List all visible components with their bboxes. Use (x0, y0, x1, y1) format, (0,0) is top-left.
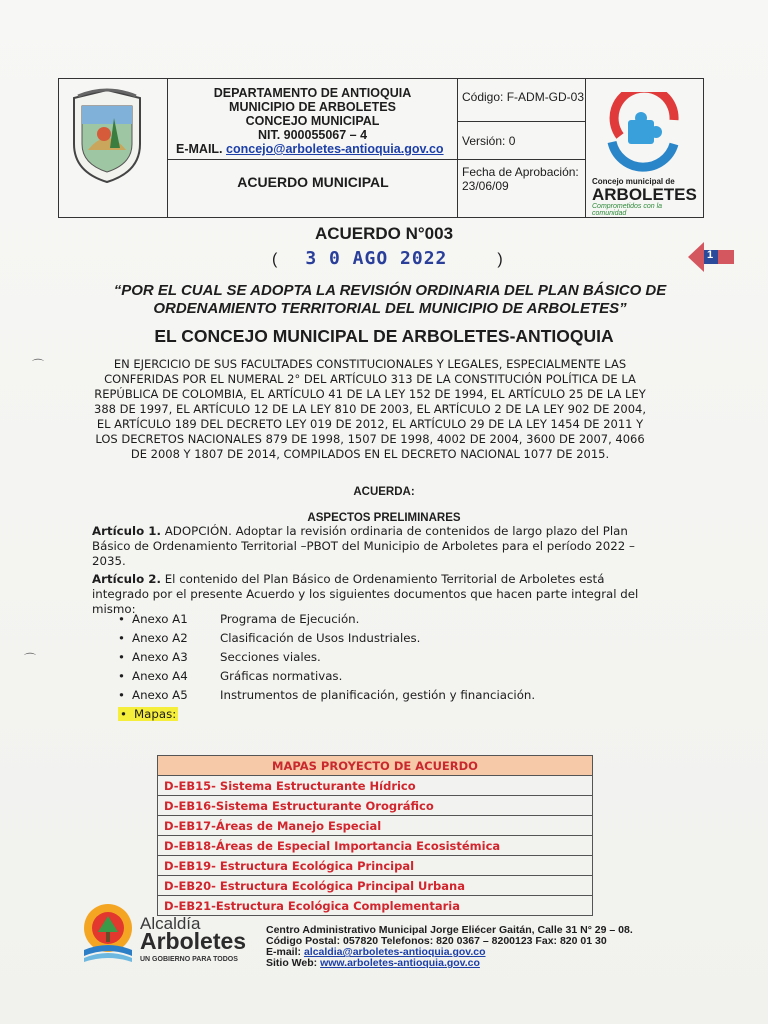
footer-web-link[interactable]: www.arboletes-antioquia.gov.co (320, 957, 480, 969)
margin-mark-1: ⌒ (32, 358, 45, 372)
agreement-subtitle: “POR EL CUAL SE ADOPTA LA REVISIÓN ORDINARIA DEL PLAN BÁSICO DE ORDENAMIENTO TERRITORIAL DEL MUNICIPIO DE ARBOLETES” (113, 282, 667, 317)
article-1 (92, 524, 652, 569)
maps-table-header: MAPAS PROYECTO DE ACUERDO (158, 756, 593, 776)
footer-web-line: Sitio Web: www.arboletes-antioquia.gov.co (266, 957, 480, 969)
doc-code: Código: F-ADM-GD-03 (462, 90, 585, 104)
date-stamp: 3 0 AGO 2022 (305, 248, 448, 269)
nit: NIT. 900055067 – 4 (257, 128, 368, 142)
header-email-line (176, 142, 444, 156)
council-email-link[interactable]: concejo@arboletes-antioquia.gov.co (226, 142, 444, 156)
doc-type: ACUERDO MUNICIPAL (237, 174, 389, 190)
list-item: • Anexo A3 Secciones viales. (118, 650, 321, 664)
footer-brand-big: Arboletes (140, 928, 247, 954)
footer-phones: Código Postal: 057820 Telefonos: 820 0367 – 8200123 Fax: 820 01 30 (266, 935, 607, 947)
footer-email-line: E-mail: alcaldia@arboletes-antioquia.gov.co (266, 946, 486, 958)
article-2-text: El contenido del Plan Básico de Ordenamiento Territorial de Arboletes está integrado por el presente Acuerdo y los siguientes documentos que hacen parte integral del mismo: (92, 572, 639, 616)
page-tab[interactable] (686, 240, 736, 274)
table-row: D-EB16-Sistema Estructurante Orográfico (158, 796, 593, 816)
table-row: D-EB20- Estructura Ecológica Principal Urbana (158, 876, 593, 896)
list-item: • Anexo A5 Instrumentos de planificación, gestión y financiación. (118, 688, 536, 702)
preamble: EN EJERCICIO DE SUS FACULTADES CONSTITUCIONALES Y LEGALES, ESPECIALMENTE LAS CONFERIDAS POR EL NUMERAL 2° DEL ARTÍCULO 313 DE LA CONSTITUCIÓN POLÍTICA DE LA REPÚBLICA DE COLOMBIA, EL ARTÍCULO 41 DE LA LEY 152 DE 1994, EL ARTÍCULO 25 DE LA LEY 388 DE 1997, EL ARTÍCULO 12 DE LA LEY 810 DE 2003, EL ARTÍCULO 2 DE LA LEY 902 DE 2004, EL ARTÍCULO 189 DEL DECRETO LEY 019 DE 2012, EL ARTÍCULO 29 DE LA LEY 1454 DE 2011 Y LOS DECRETOS NACIONALES 879 DE 1998, 1507 DE 1998, 4002 DE 2004, 3600 DE 2007, 4066 DE 2008 Y 1807 DE 2014, COMPILADOS EN EL DECRETO NACIONAL 1077 DE 2015. (94, 357, 646, 461)
footer-contact (266, 925, 633, 969)
concejo-logo (590, 92, 698, 217)
footer-brand-small: Alcaldía (140, 914, 201, 933)
footer-brand-tag: UN GOBIERNO PARA TODOS (140, 956, 238, 963)
footer-address: Centro Administrativo Municipal Jorge Eliécer Gaitán, Calle 31 N° 29 – 08. (266, 924, 633, 936)
sun-tree-logo-icon (78, 898, 138, 964)
article-2 (92, 572, 652, 617)
table-row: D-EB19- Estructura Ecológica Principal (158, 856, 593, 876)
email-label: E-MAIL. (176, 142, 223, 156)
logo-tagline: Comprometidos con la comunidad (592, 203, 663, 217)
date-line (272, 248, 503, 269)
table-row: D-EB15- Sistema Estructurante Hídrico (158, 776, 593, 796)
table-row: D-EB17-Áreas de Manejo Especial (158, 816, 593, 836)
list-item: • Anexo A2 Clasificación de Usos Industriales. (118, 631, 421, 645)
council-heading: EL CONCEJO MUNICIPAL DE ARBOLETES-ANTIOQUIA (154, 326, 614, 346)
agreement-number: ACUERDO N°003 (314, 224, 454, 243)
logo-big-text: ARBOLETES (592, 185, 697, 204)
alcaldia-logo (78, 898, 263, 968)
approval-label: Fecha de Aprobación: (462, 165, 579, 179)
municipal-crest-icon (68, 88, 146, 184)
acuerda-heading: ACUERDA: (353, 486, 415, 498)
doc-version: Versión: 0 (462, 134, 516, 148)
header-entity (170, 86, 455, 142)
department: DEPARTAMENTO DE ANTIOQUIA (213, 86, 412, 100)
approval-block (462, 165, 579, 193)
municipality: MUNICIPIO DE ARBOLETES (229, 100, 396, 114)
puzzle-logo-icon (590, 92, 698, 172)
list-item-mapas: • Mapas: (120, 707, 177, 721)
date-close: ) (497, 251, 503, 268)
footer-email-link[interactable]: alcaldia@arboletes-antioquia.gov.co (303, 946, 486, 958)
article-1-label: Artículo 1. (92, 524, 161, 538)
logo-small-text: Concejo municipal de (592, 177, 675, 186)
table-row: D-EB18-Áreas de Especial Importancia Ecosistémica (158, 836, 593, 856)
council: CONCEJO MUNICIPAL (245, 114, 380, 128)
section-heading: ASPECTOS PRELIMINARES (307, 512, 461, 524)
approval-date: 23/06/09 (462, 179, 509, 193)
list-item: • Anexo A1 Programa de Ejecución. (118, 612, 360, 626)
article-1-text: ADOPCIÓN. Adoptar la revisión ordinaria de contenidos de largo plazo del Plan Básico de Ordenamiento Territorial –PBOT del Municipio de Arboletes para el período 2022 – 2035. (92, 524, 635, 568)
table-row: D-EB21-Estructura Ecológica Complementaria (158, 896, 593, 916)
date-open: ( (272, 251, 278, 268)
maps-table (157, 755, 593, 916)
page-tab-number: 1 (707, 249, 714, 261)
margin-mark-2: ⌒ (24, 652, 37, 666)
article-2-label: Artículo 2. (92, 572, 161, 586)
list-item: • Anexo A4 Gráficas normativas. (118, 669, 343, 683)
